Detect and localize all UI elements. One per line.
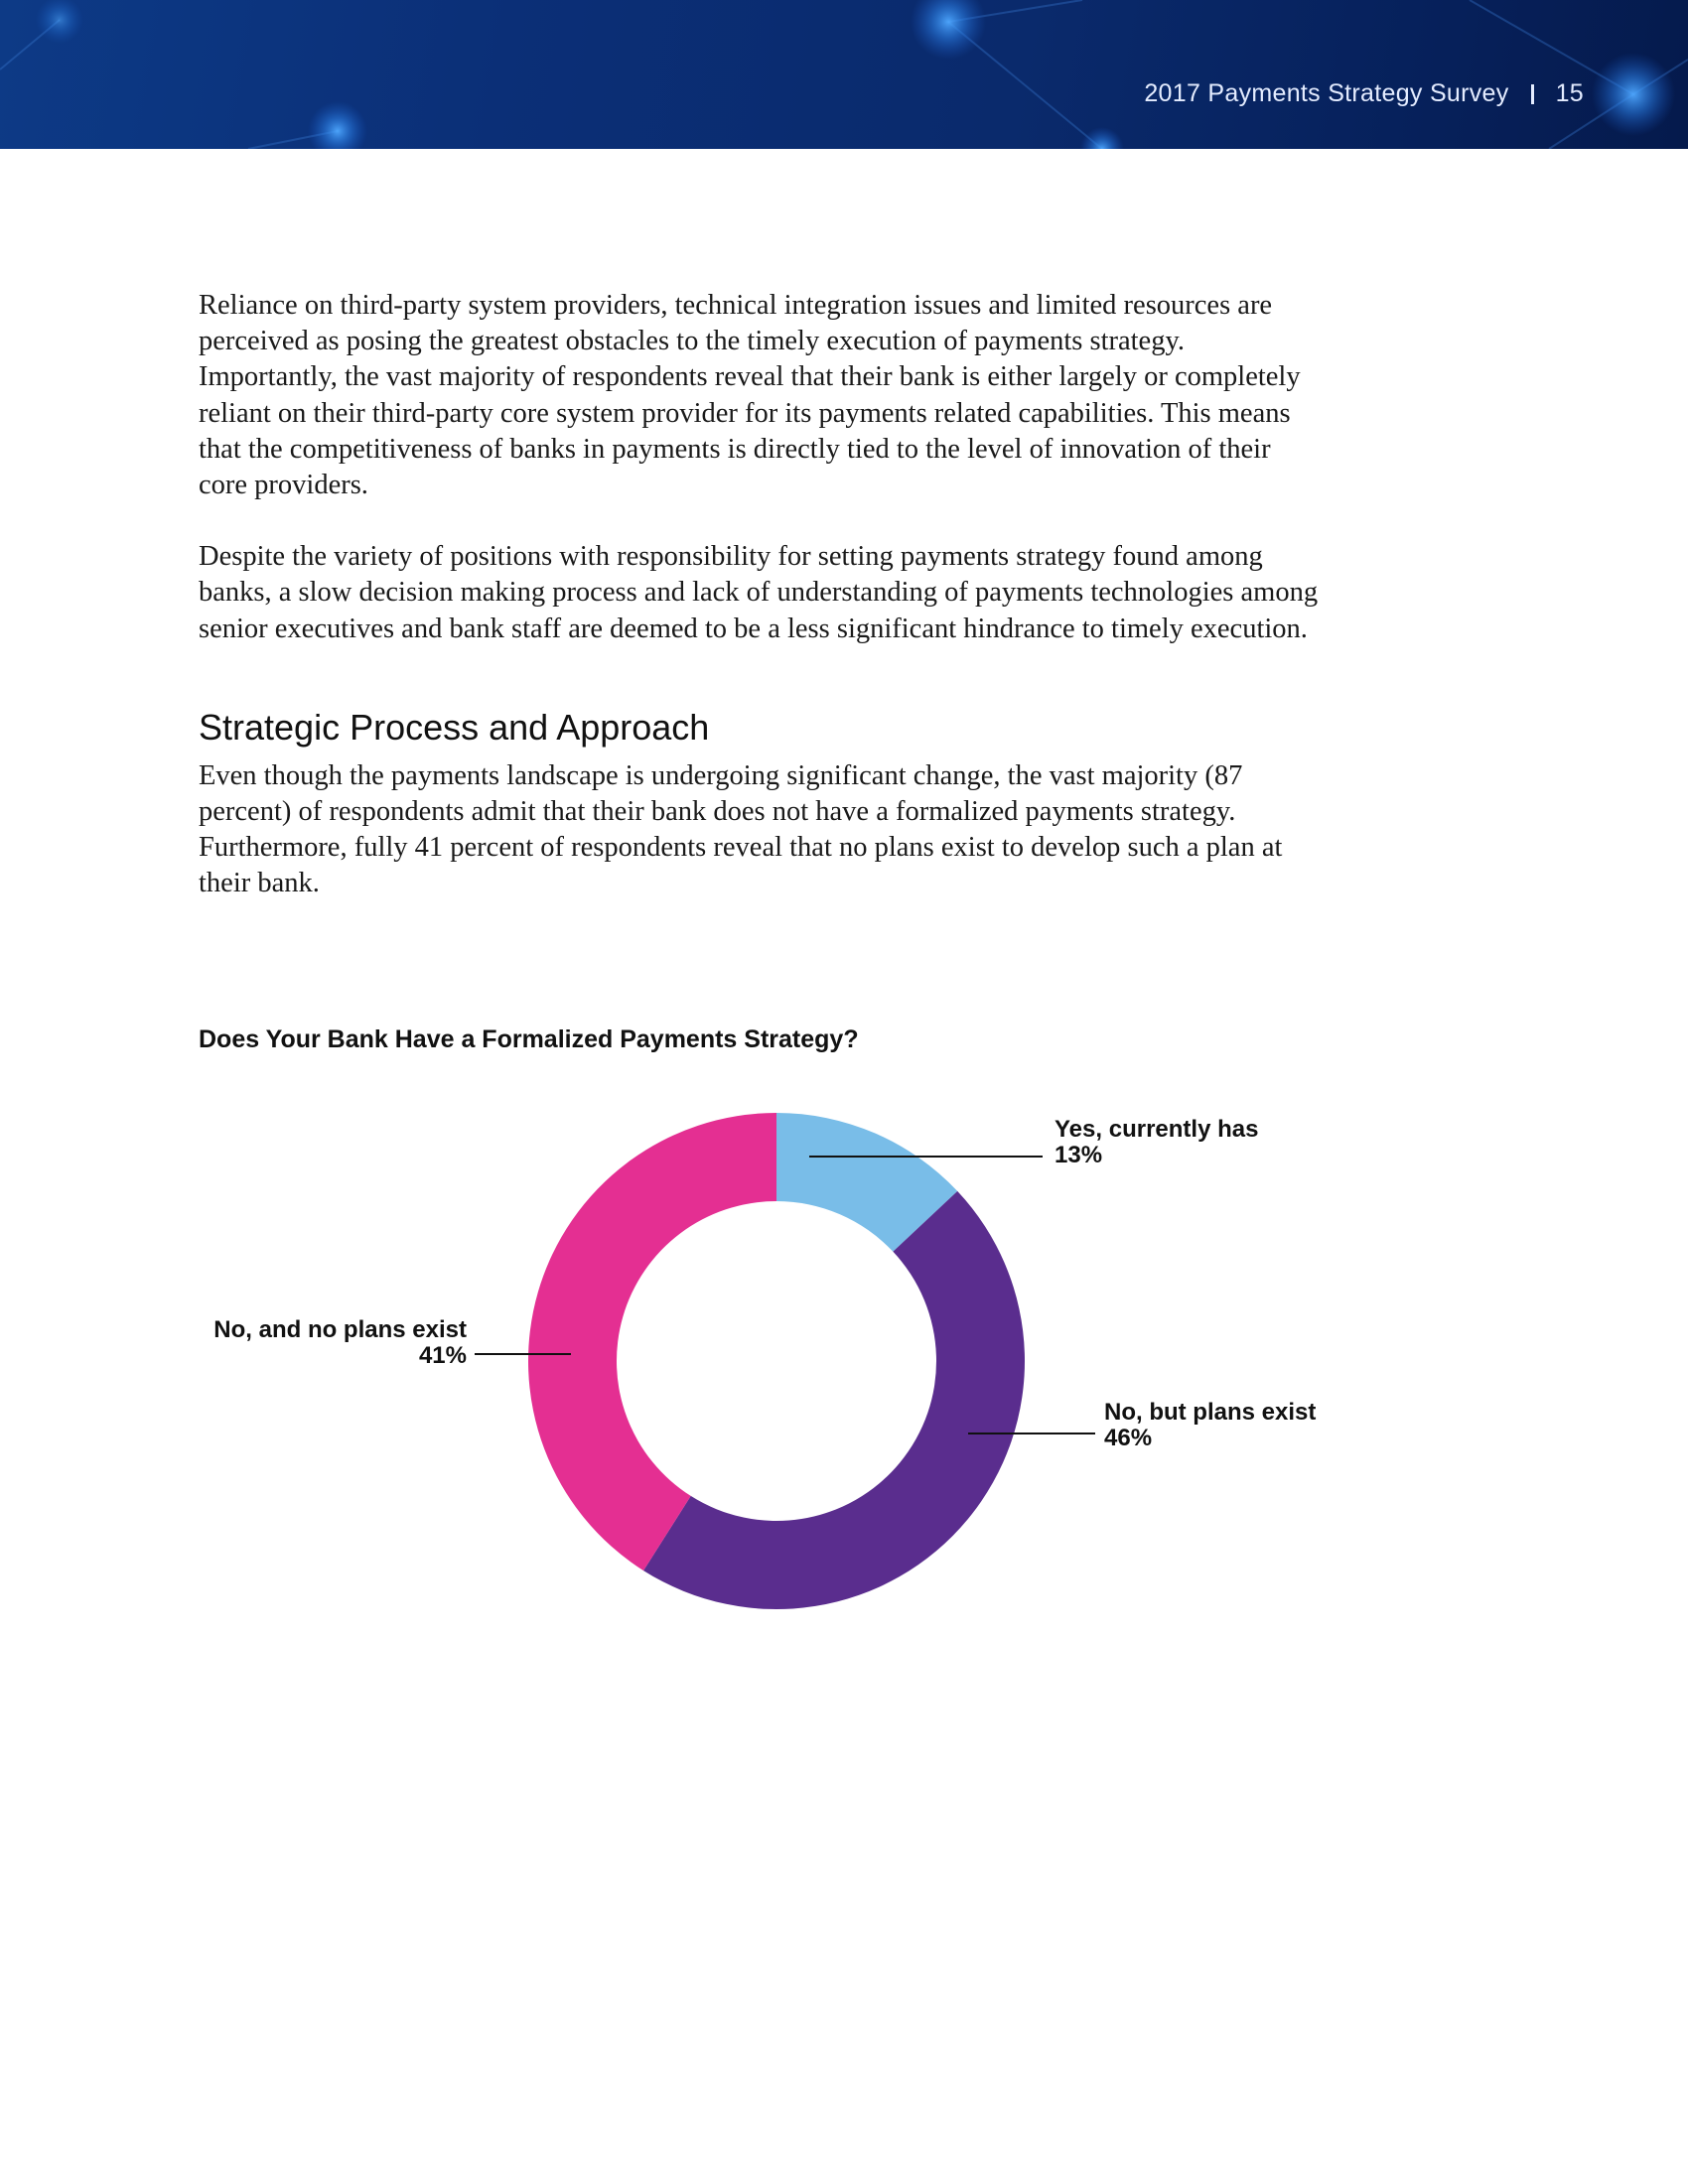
paragraph: Even though the payments landscape is undergoing significant change, the vast majority (87 percent) of respondents admit that their bank does not have a formalized payments strategy. Furthermore, fully 41 percent of respondents reveal that no plans exist to develop such a plan at their bank.	[199, 759, 1283, 899]
chart-title: Does Your Bank Have a Formalized Payments Strategy?	[199, 1025, 859, 1053]
slice-value: 41%	[418, 1342, 467, 1369]
section-heading: Strategic Process and Approach	[199, 706, 710, 748]
slice-value: 46%	[1104, 1425, 1153, 1451]
donut-slice-2	[643, 1191, 1025, 1609]
slice-label: No, but plans exist	[1104, 1399, 1317, 1426]
slice-label: Yes, currently has	[1055, 1116, 1259, 1143]
slice-label: No, and no plans exist	[213, 1316, 467, 1343]
donut-slice-3	[528, 1113, 776, 1570]
paragraph: Reliance on third-party system providers, technical integration issues and limited resources are perceived as posing the greatest obstacles to the timely execution of payments strategy. Importantly, the vast majority of respondents reveal that their bank is either largely or completely reliant on their third-party core system provider for its payments related capabilities. This means that the competitiveness of banks in payments is directly tied to the level of innovation of their core providers.	[199, 290, 1301, 501]
page-number: 15	[1555, 79, 1584, 107]
header-title: 2017 Payments Strategy Survey	[1144, 79, 1509, 107]
paragraph: Despite the variety of positions with responsibility for setting payments strategy found among banks, a slow decision making process and lack of understanding of payments technologies among senior executives and bank staff are deemed to be a less significant hindrance to timely execution.	[199, 541, 1319, 644]
slice-value: 13%	[1055, 1142, 1103, 1168]
